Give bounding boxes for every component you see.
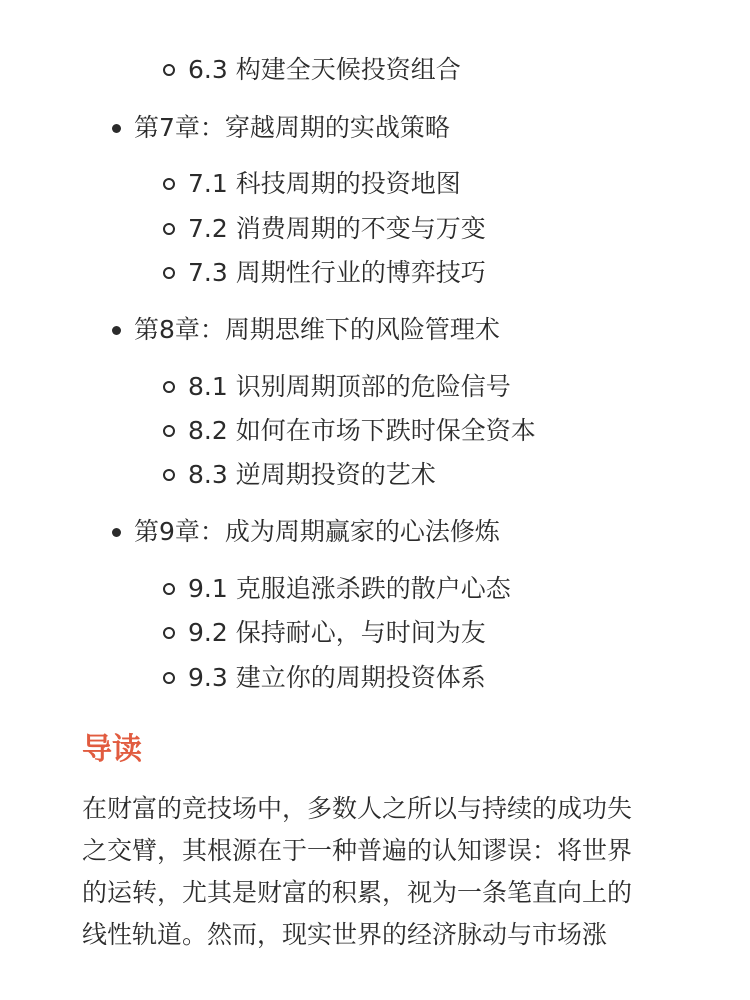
sub-bullet-icon <box>163 223 175 235</box>
sub-bullet-icon <box>163 425 175 437</box>
paragraph-line: 的运转，尤其是财富的积累，视为一条笔直向上的 <box>82 878 633 907</box>
sub-bullet-icon <box>163 178 175 190</box>
section-heading: 导读 <box>82 732 142 767</box>
chapter-bullet-icon <box>112 124 121 133</box>
toc-chapter-8: 第8章：周期思维下的风险管理术 <box>134 315 500 344</box>
toc-item-8-1: 8.1 识别周期顶部的危险信号 <box>188 372 511 401</box>
intro-paragraph <box>82 788 672 956</box>
paragraph-line: 之交臂，其根源在于一种普遍的认知谬误：将世界 <box>82 836 633 865</box>
toc-item-9-2: 9.2 保持耐心，与时间为友 <box>188 618 486 647</box>
sub-bullet-icon <box>163 672 175 684</box>
toc-item-9-1: 9.1 克服追涨杀跌的散户心态 <box>188 574 511 603</box>
sub-bullet-icon <box>163 267 175 279</box>
toc-item-7-3: 7.3 周期性行业的博弈技巧 <box>188 258 486 287</box>
toc-item-8-3: 8.3 逆周期投资的艺术 <box>188 460 436 489</box>
chapter-bullet-icon <box>112 326 121 335</box>
sub-bullet-icon <box>163 381 175 393</box>
toc-item-6-3: 6.3 构建全天候投资组合 <box>188 55 461 84</box>
sub-bullet-icon <box>163 627 175 639</box>
paragraph-line: 线性轨道。然而，现实世界的经济脉动与市场涨 <box>82 920 608 949</box>
toc-chapter-7: 第7章：穿越周期的实战策略 <box>134 113 450 142</box>
toc-chapter-9: 第9章：成为周期赢家的心法修炼 <box>134 517 500 546</box>
paragraph-line: 在财富的竞技场中，多数人之所以与持续的成功失 <box>82 794 633 823</box>
toc-item-7-1: 7.1 科技周期的投资地图 <box>188 169 461 198</box>
sub-bullet-icon <box>163 64 175 76</box>
sub-bullet-icon <box>163 469 175 481</box>
chapter-bullet-icon <box>112 528 121 537</box>
toc-item-7-2: 7.2 消费周期的不变与万变 <box>188 214 486 243</box>
toc-item-9-3: 9.3 建立你的周期投资体系 <box>188 663 486 692</box>
sub-bullet-icon <box>163 583 175 595</box>
toc-item-8-2: 8.2 如何在市场下跌时保全资本 <box>188 416 536 445</box>
